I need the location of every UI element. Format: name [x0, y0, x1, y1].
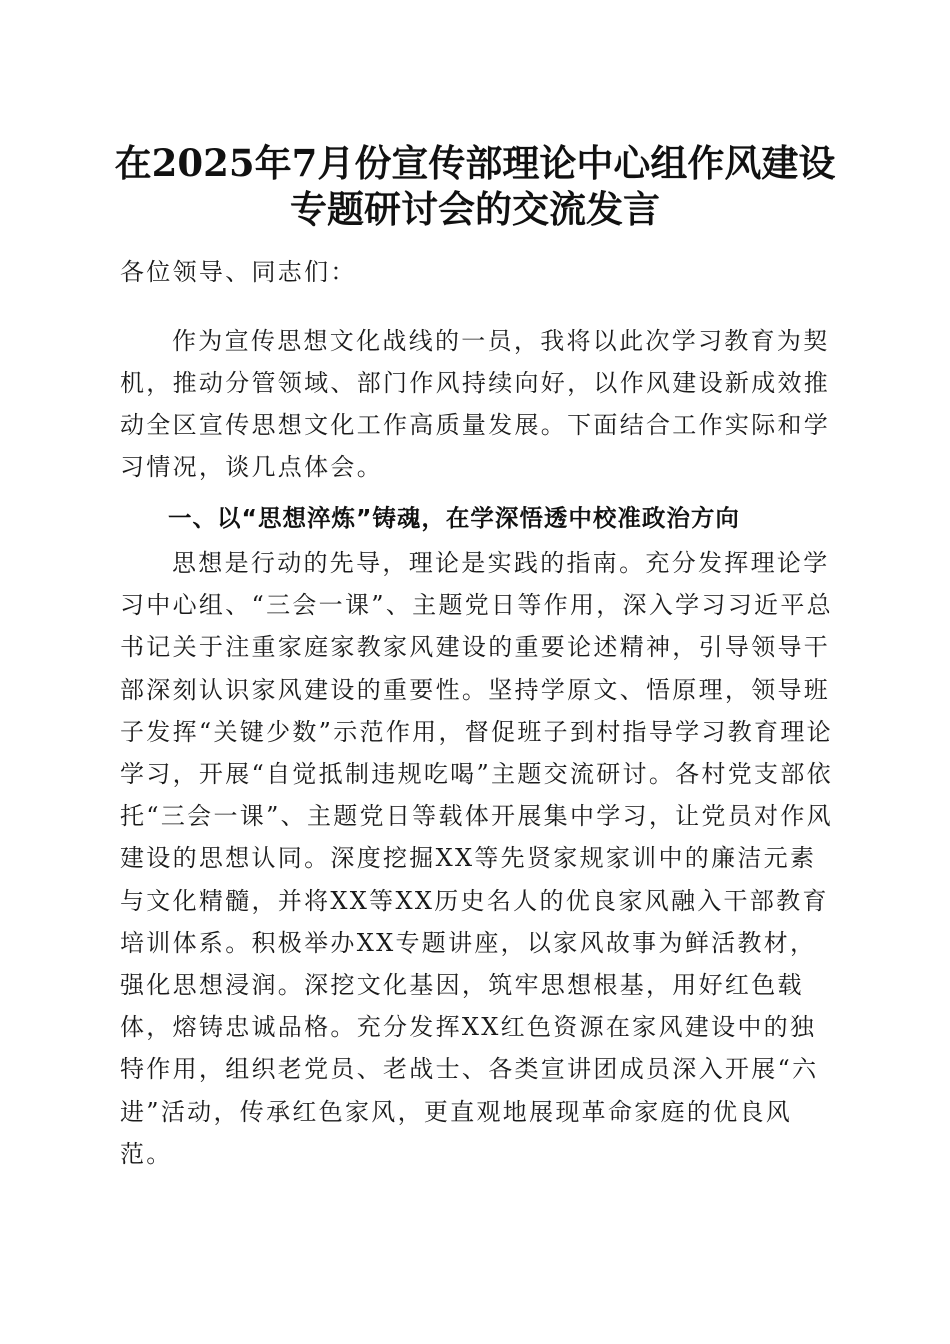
document-title-line-1: 在2025年7月份宣传部理论中心组作风建设: [114, 141, 836, 185]
document-title-line-2: 专题研讨会的交流发言: [290, 187, 660, 231]
section-heading-1: 一、以“思想淬炼”铸魂，在学深悟透中校准政治方向: [168, 504, 740, 532]
intro-paragraph: 作为宣传思想文化战线的一员，我将以此次学习教育为契机，推动分管领域、部门作风持续向好，以作风建设新成效推动全区宣传思想文化工作高质量发展。下面结合工作实际和学习情况，谈几点体会。: [120, 327, 831, 481]
salutation: 各位领导、同志们：: [120, 258, 357, 286]
section-1-paragraph: 思想是行动的先导，理论是实践的指南。充分发挥理论学习中心组、“三会一课”、主题党日等作用，深入学习习近平总书记关于注重家庭家教家风建设的重要论述精神，引导领导干部深刻认识家风建设的重要性。坚持学原文、悟原理，领导班子发挥“关键少数”示范作用，督促班子到村指导学习教育理论学习，开展“自觉抵制违规吃喝”主题交流研讨。各村党支部依托“三会一课”、主题党日等载体开展集中学习，让党员对作风建设的思想认同。深度挖掘XX等先贤家规家训中的廉洁元素与文化精髓，并将XX等XX历史名人的优良家风融入干部教育培训体系。积极举办XX专题讲座，以家风故事为鲜活教材，强化思想浸润。深挖文化基因，筑牢思想根基，用好红色载体，熔铸忠诚品格。充分发挥XX红色资源在家风建设中的独特作用，组织老党员、老战士、各类宣讲团成员深入开展“六进”活动，传承红色家风，更直观地展现革命家庭的优良风范。: [120, 549, 833, 1168]
